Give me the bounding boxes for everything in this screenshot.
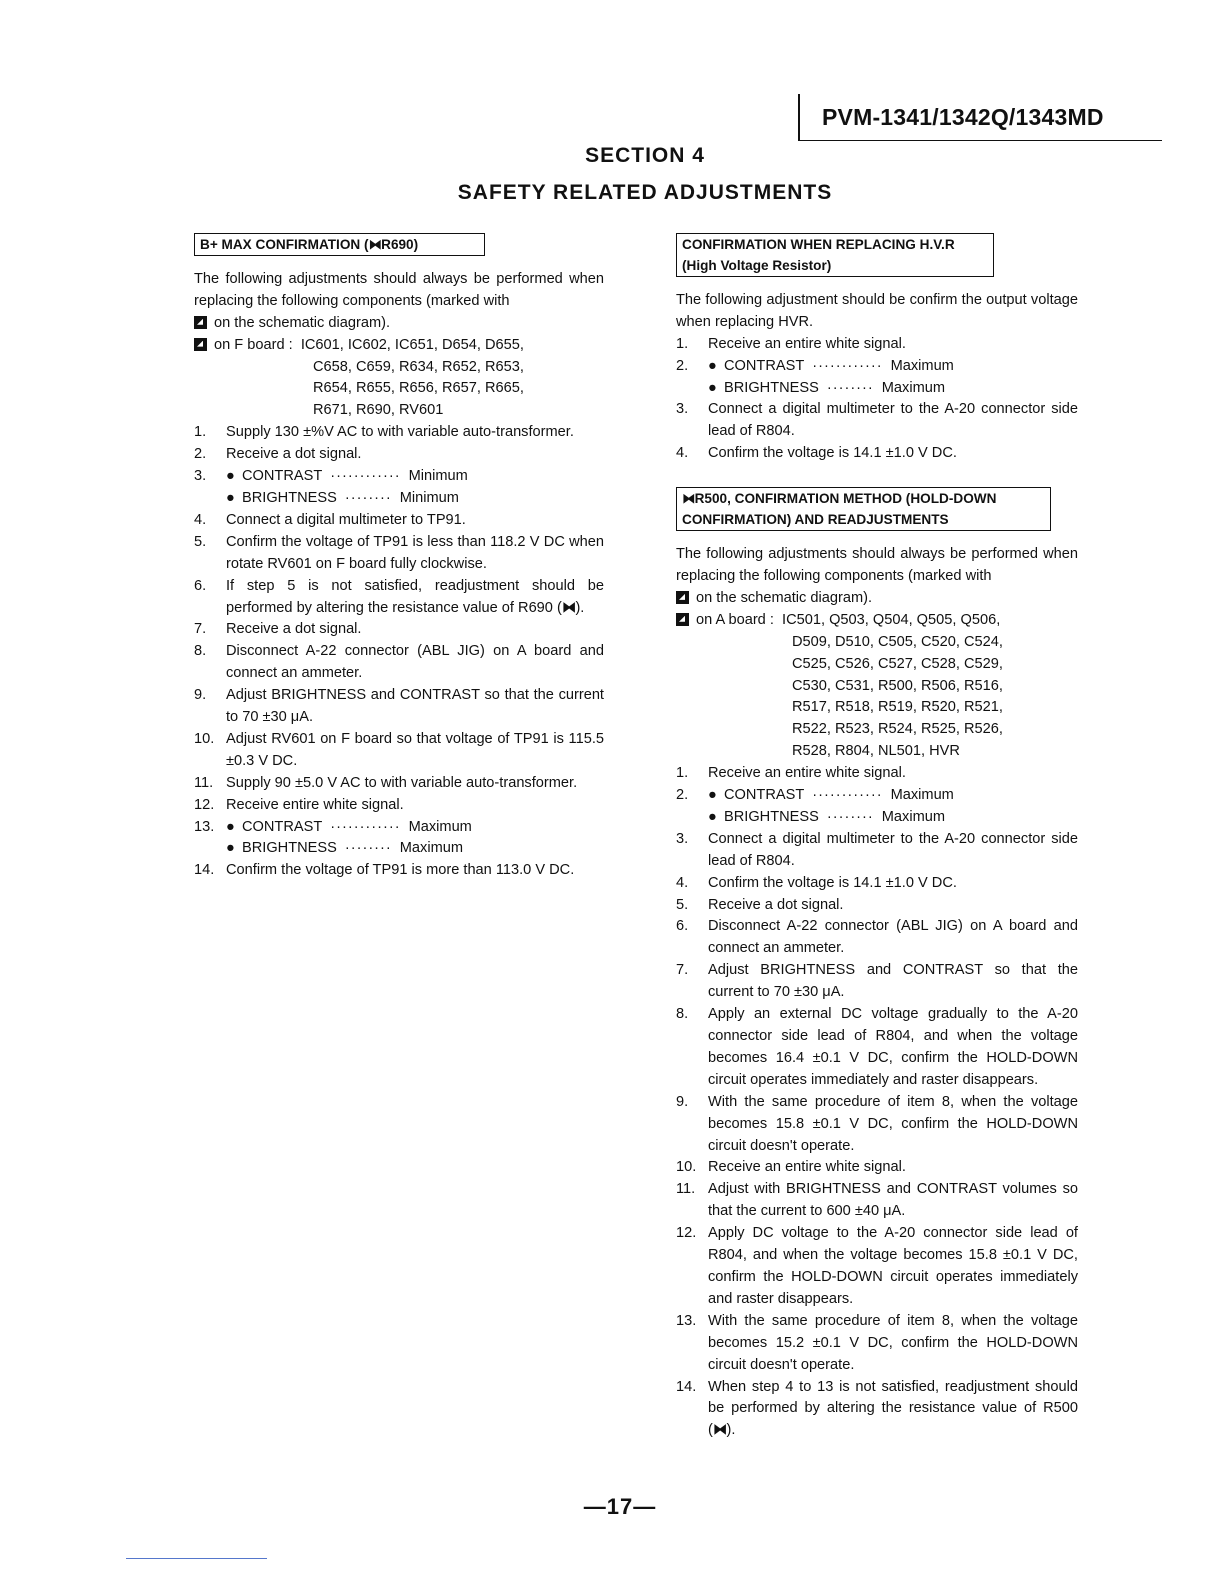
list-item: 13. ● CONTRAST ············ Maximum ● BRIGHTNESS ········ Maximum xyxy=(194,818,472,857)
list-item: 1. Receive an entire white signal. xyxy=(676,765,906,782)
list-item: 6. Disconnect A-22 connector (ABL JIG) on A board and connect an ammeter. xyxy=(676,918,1078,957)
right-board-parts-5: R517, R518, R519, R520, R521, xyxy=(792,699,1003,716)
right-board-parts: on A board : IC501, Q503, Q504, Q505, Q506, xyxy=(676,610,1078,632)
fuse-icon: ⧓ xyxy=(712,1422,727,1439)
list-item: 4. Connect a digital multimeter to TP91. xyxy=(194,511,466,528)
list-item: 3. Connect a digital multimeter to the A-20 connector side lead of R804. xyxy=(676,830,1078,869)
list-item: 2. ● CONTRAST ············ Maximum ● BRIGHTNESS ········ Maximum xyxy=(676,357,954,396)
left-intro: The following adjustments should always be performed when replacing the following components (marked with xyxy=(194,270,604,309)
list-item: 1. Supply 130 ±%V AC to with variable auto-transformer. xyxy=(194,424,574,441)
list-item: 3. ● CONTRAST ············ Minimum ● BRIGHTNESS ········ Minimum xyxy=(194,468,468,506)
list-item: 9. Adjust BRIGHTNESS and CONTRAST so that the current to 70 ±30 μA. xyxy=(194,687,604,726)
safety-mark-icon xyxy=(194,338,207,351)
section-number: SECTION 4 xyxy=(585,144,705,167)
list-item: 5. Confirm the voltage of TP91 is less than 118.2 V DC when rotate RV601 on F board fully clockwise. xyxy=(194,533,604,572)
right-board-parts-2: D509, D510, C505, C520, C524, xyxy=(792,633,1003,650)
right-column xyxy=(676,233,1078,1442)
right-board-parts-6: R522, R523, R524, R525, R526, xyxy=(792,721,1003,738)
left-board-parts-4: R671, R690, RV601 xyxy=(313,402,444,419)
safety-mark-icon xyxy=(676,613,689,626)
list-item: 6. If step 5 is not satisfied, readjustment should be performed by altering the resistance value of R690 (⧓). xyxy=(194,577,604,616)
bplus-max-box xyxy=(194,233,485,256)
list-item: 11. Supply 90 ±5.0 V AC to with variable auto-transformer. xyxy=(194,774,578,791)
list-item: 13. With the same procedure of item 8, when the voltage becomes 15.2 ±0.1 V DC, confirm the HOLD-DOWN circuit doesn't operate. xyxy=(676,1312,1078,1373)
list-item: 7. Receive a dot signal. xyxy=(194,621,362,638)
safety-mark-icon xyxy=(676,591,689,604)
section-title: SAFETY RELATED ADJUSTMENTS xyxy=(457,181,833,204)
list-item: 14. When step 4 to 13 is not satisfied, readjustment should be performed by altering the resistance value of R500 (⧓). xyxy=(676,1378,1078,1439)
list-item: 12. Apply DC voltage to the A-20 connector side lead of R804, and when the voltage becomes 15.8 ±0.1 V DC, confirm the HOLD-DOWN circuit operates immediately and raster disappears. xyxy=(676,1225,1078,1307)
hvr-steps xyxy=(676,334,1078,465)
fuse-icon: ⧓ xyxy=(682,491,695,507)
left-board-parts: on F board : IC601, IC602, IC651, D654, D655, xyxy=(194,335,604,357)
list-item: 10. Adjust RV601 on F board so that voltage of TP91 is 115.5 ±0.3 V DC. xyxy=(194,730,604,769)
list-item: 5. Receive a dot signal. xyxy=(676,896,844,913)
list-item: 2. ● CONTRAST ············ Maximum ● BRIGHTNESS ········ Maximum xyxy=(676,787,954,825)
list-item: 4. Confirm the voltage is 14.1 ±1.0 V DC. xyxy=(676,874,957,891)
list-item: 4. Confirm the voltage is 14.1 ±1.0 V DC. xyxy=(676,445,957,462)
r500-steps xyxy=(676,763,1078,1442)
list-item: 14. Confirm the voltage of TP91 is more than 113.0 V DC. xyxy=(194,862,575,879)
left-board-parts-3: R654, R655, R656, R657, R665, xyxy=(313,380,524,397)
left-steps xyxy=(194,422,604,882)
right-board-parts-7: R528, R804, NL501, HVR xyxy=(792,743,960,760)
list-item: 11. Adjust with BRIGHTNESS and CONTRAST volumes so that the current to 600 ±40 μA. xyxy=(676,1181,1078,1220)
list-item: 12. Receive entire white signal. xyxy=(194,796,404,813)
list-item: 9. With the same procedure of item 8, when the voltage becomes 15.8 ±0.1 V DC, confirm the HOLD-DOWN circuit doesn't operate. xyxy=(676,1093,1078,1154)
list-item: 2. Receive a dot signal. xyxy=(194,446,362,463)
right-board-parts-4: C530, C531, R500, R506, R516, xyxy=(792,677,1003,694)
left-intro-2: on the schematic diagram). xyxy=(194,313,604,335)
bplus-box-title: B+ MAX CONFIRMATION ( xyxy=(200,237,369,252)
fuse-icon: ⧓ xyxy=(368,237,382,252)
r500-intro-2: on the schematic diagram). xyxy=(676,588,1078,610)
r500-intro: The following adjustments should always be performed when replacing the following components (marked with xyxy=(676,546,1078,584)
safety-mark-icon xyxy=(194,316,207,329)
list-item: 1. Receive an entire white signal. xyxy=(676,335,906,352)
model-number: PVM-1341/1342Q/1343MD xyxy=(822,104,1104,130)
list-item: 3. Connect a digital multimeter to the A-20 connector side lead of R804. xyxy=(676,401,1078,440)
left-board-parts-2: C658, C659, R634, R652, R653, xyxy=(313,358,524,375)
list-item: 10. Receive an entire white signal. xyxy=(676,1159,906,1176)
footer-rule xyxy=(126,1558,267,1559)
right-board-parts-3: C525, C526, C527, C528, C529, xyxy=(792,655,1003,672)
page-number: —17— xyxy=(583,1494,657,1519)
list-item: 8. Apply an external DC voltage gradually to the A-20 connector side lead of R804, and when the voltage becomes 16.4 ±0.1 V DC, confirm the HOLD-DOWN circuit operates immediately and raster disappears. xyxy=(676,1006,1078,1088)
fuse-icon: ⧓ xyxy=(561,599,576,616)
hvr-box: CONFIRMATION WHEN REPLACING H.V.R (High Voltage Resistor) xyxy=(676,233,994,277)
list-item: 8. Disconnect A-22 connector (ABL JIG) on A board and connect an ammeter. xyxy=(194,643,604,682)
hvr-intro: The following adjustment should be confirm the output voltage when replacing HVR. xyxy=(676,291,1078,330)
list-item: 7. Adjust BRIGHTNESS and CONTRAST so that the current to 70 ±30 μA. xyxy=(676,962,1078,1001)
left-column xyxy=(194,233,604,882)
bplus-box-part: R690) xyxy=(381,237,419,252)
r500-box: ⧓R500, CONFIRMATION METHOD (HOLD-DOWN CONFIRMATION) AND READJUSTMENTS xyxy=(676,487,1051,531)
